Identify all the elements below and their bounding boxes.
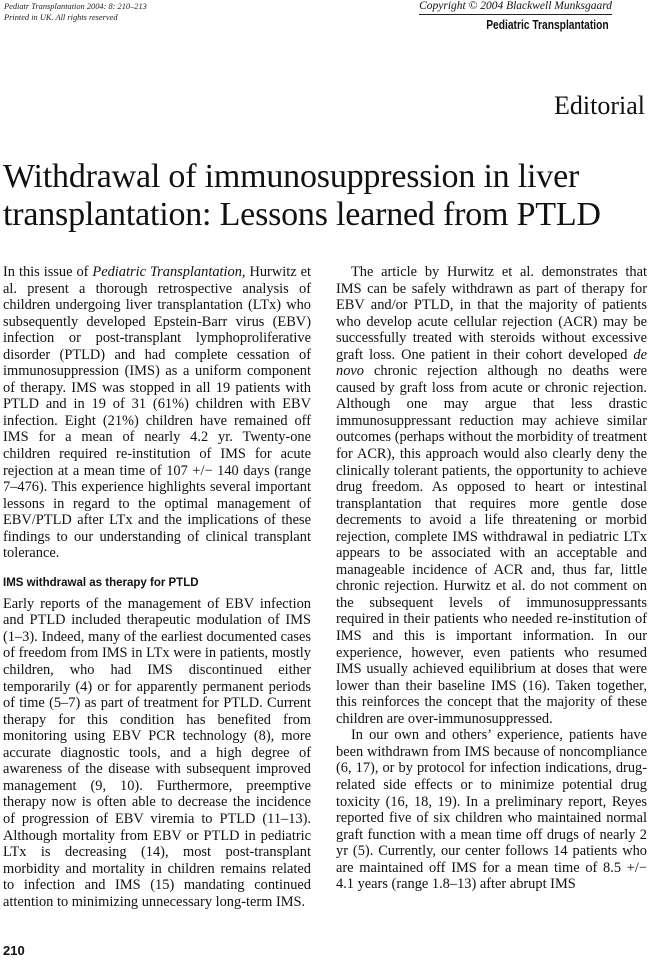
citation-line: Pediatr Transplantation 2004: 8: 210–213 — [4, 2, 147, 11]
section-label: Editorial — [554, 91, 645, 120]
right-column — [336, 264, 647, 893]
paragraph-text-rest: chronic rejection although no deaths were caused by graft loss from acute or chronic rejection. Although one may argue that less drastic immunosuppressant reduction may achieve similar outcomes (perhaps without the morbidity of treatment for ACR), this approach would also clearly deny the clinically tolerant patients, the opportunity to achieve drug freedom. As opposed to heart or intestinal transplantation that requires more gentle dose decrements to avoid a life threatening or morbid rejection, complete IMS withdrawal in pediatric LTx appears to be associated with an acceptable and manageable incidence of ACR and, thus far, little chronic rejection. Hurwitz et al. do not comment on the subsequent levels of immunosuppressants required in their patients who needed re-institution of IMS and this is important information. In our experience, however, even patients who resumed IMS usually achieved equilibrium at doses that were lower than their baseline IMS (16). Taken together, this reinforces the concept that the majority of these children are over-immunosuppressed. — [336, 363, 647, 727]
printing-line: Printed in UK. All rights reserved — [4, 13, 118, 22]
body-paragraph: In our own and others’ experience, patients have been withdrawn from IMS because of noncompliance (6, 17), or by protocol for infection indications, drug-related side effects or to minimize potential drug toxicity (16, 18, 19). In a preliminary report, Reyes reported five of six children who maintained normal graft function with a mean time off drugs of nearly 2 yr (5). Currently, our center follows 14 patients who are maintained off IMS for a mean time of 8.5 +/− 4.1 years (range 1.8–13) after abrupt IMS — [336, 727, 647, 893]
section-heading: IMS withdrawal as therapy for PTLD — [3, 576, 199, 589]
intro-paragraph — [3, 264, 311, 562]
body-paragraph: Early reports of the management of EBV infection and PTLD included therapeutic modulation of IMS (1–3). Indeed, many of the earliest documented cases of freedom from IMS in LTx were in patients, mostly children, who had IMS discontinued either temporarily (4) or for apparently permanent periods of time (5–7) as part of treatment for PTLD. Current therapy for this condition has benefited from monitoring using EBV PCR technology (8), more accurate diagnostic tools, and a high degree of awareness of the disease with subsequent improved management (9, 10). Furthermore, preemptive therapy now is often able to decrease the incidence of progression of EBV viremia to PTLD (11–13). Although mortality from EBV or PTLD in pediatric LTx is decreasing (14), most post-transplant morbidity and mortality in children remains related to infection and IMS (15) mandating continued attention to minimizing unnecessary long-term IMS. — [3, 595, 311, 910]
intro-text-start: In this issue of — [3, 264, 93, 280]
journal-header — [419, 0, 612, 33]
copyright-notice: Copyright © 2004 Blackwell Munksgaard — [419, 0, 612, 12]
italic-term: de novo — [336, 346, 647, 380]
article-title: Withdrawal of immunosuppression in liver transplantation: Lessons learned from PTLD — [3, 158, 601, 233]
body-paragraph — [336, 264, 647, 727]
journal-reference: Pediatric Transplantation — [92, 264, 242, 280]
page-number: 210 — [3, 943, 25, 958]
paragraph-text-start: The article by Hurwitz et al. demonstrates that IMS can be safely withdrawn as part of therapy for EBV and/or PTLD, in that the majority of patients who develop acute cellular rejection (ACR) may be successfully treated with steroids without excessive graft loss. One patient in their cohort developed — [336, 264, 647, 363]
citation-block — [4, 1, 147, 23]
journal-name: Pediatric Transplantation — [486, 18, 609, 32]
left-column — [3, 264, 311, 910]
intro-text-rest: , Hurwitz et al. present a thorough retrospective analysis of children undergoing liver transplantation (LTx) who subsequently developed Epstein-Barr virus (EBV) infection or post-transplant lymphoproliferative disorder (PTLD) and had complete cessation of immunosuppression (IMS) as a uniform component of therapy. IMS was stopped in all 19 patients with PTLD and in 19 of 31 (61%) children with EBV infection. Eight (21%) children have remained off IMS for a mean of nearly 4.2 yr. Twenty-one children required re-institution of IMS for acute rejection at a mean time of 107 +/− 140 days (range 7–476). This experience highlights several important lessons in regard to the optimal management of EBV/PTLD after LTx and the implications of these findings to our understanding of clinical transplant tolerance. — [3, 264, 311, 562]
header-rule — [419, 14, 612, 15]
